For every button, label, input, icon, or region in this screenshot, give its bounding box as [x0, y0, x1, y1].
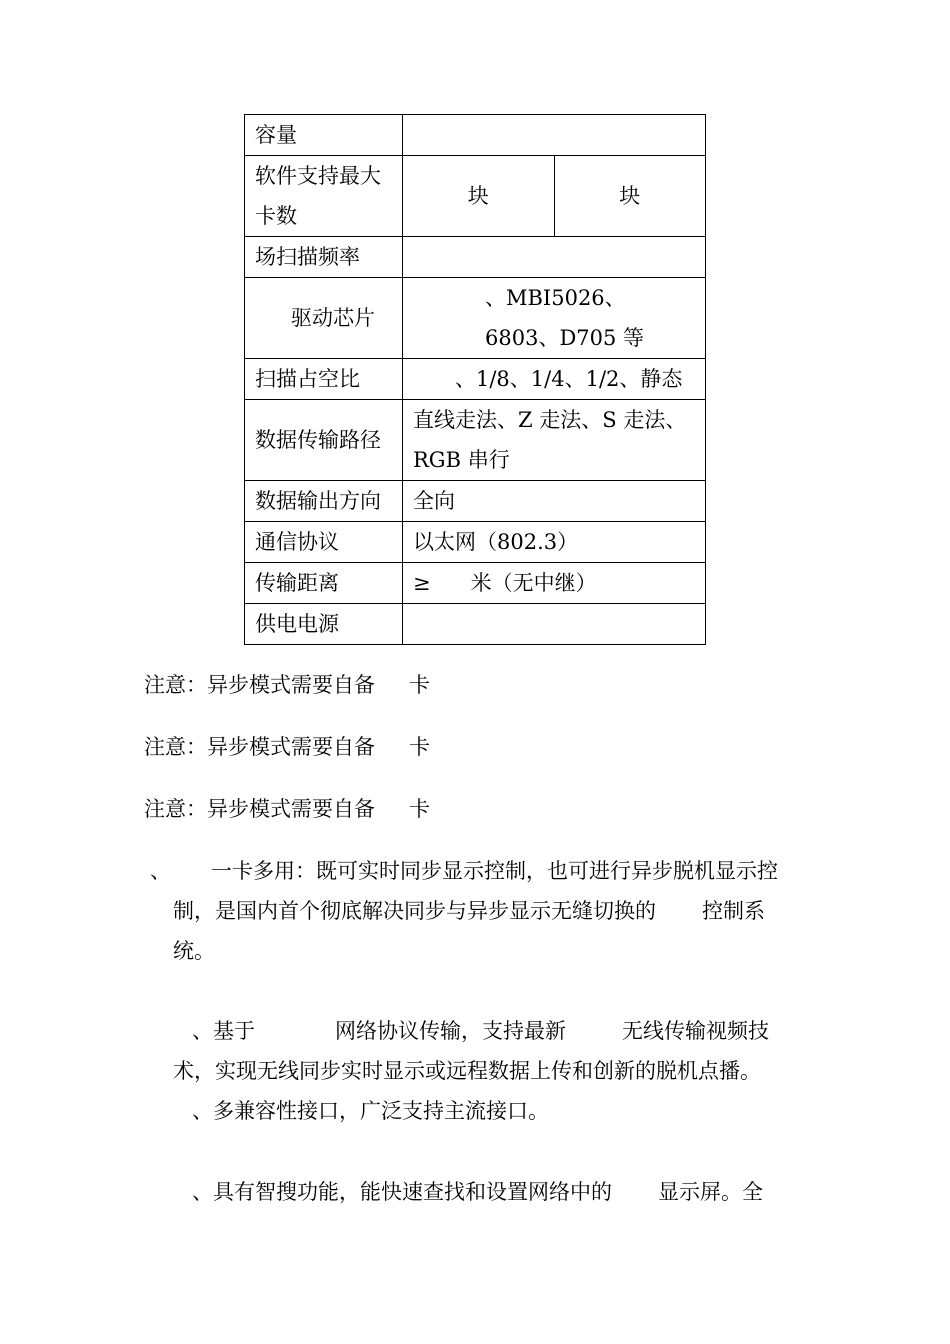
row-value	[403, 604, 706, 645]
paragraph-line	[140, 891, 820, 931]
row-value	[403, 237, 706, 278]
paragraph-text: 、基于	[192, 1019, 255, 1043]
note-text: 卡	[409, 735, 430, 759]
row-value-part: ≥	[413, 571, 431, 595]
row-key: 容量	[245, 115, 403, 156]
list-marker: 、	[150, 859, 171, 883]
row-value: 、1/8、1/4、1/2、静态	[403, 359, 706, 400]
row-value: 块	[403, 156, 555, 237]
row-key: 数据输出方向	[245, 481, 403, 522]
paragraph-line: 术，实现无线同步实时显示或远程数据上传和创新的脱机点播。	[173, 1059, 761, 1083]
feature-paragraph-1	[140, 851, 820, 971]
note-line	[144, 794, 430, 824]
table-row	[245, 156, 706, 237]
row-key: 传输距离	[245, 563, 403, 604]
paragraph-text: 网络协议传输，支持最新	[335, 1019, 566, 1043]
note-line	[144, 670, 430, 700]
paragraph-text: 、具有智搜功能，能快速查找和设置网络中的	[192, 1180, 612, 1204]
table-row	[245, 115, 706, 156]
table-row	[245, 400, 706, 481]
row-key: 数据传输路径	[245, 400, 403, 481]
table-row	[245, 604, 706, 645]
row-value: 块	[554, 156, 706, 237]
note-text: 注意：异步模式需要自备	[144, 673, 375, 697]
row-key: 软件支持最大卡数	[245, 156, 403, 237]
spec-table	[244, 114, 706, 645]
row-key: 驱动芯片	[245, 278, 403, 359]
table-row	[245, 481, 706, 522]
paragraph-text: 控制系	[702, 899, 765, 923]
note-text: 注意：异步模式需要自备	[144, 735, 375, 759]
row-value	[403, 278, 706, 359]
feature-paragraph-2	[140, 1011, 820, 1131]
row-key: 扫描占空比	[245, 359, 403, 400]
paragraph-line	[140, 1011, 820, 1051]
row-value	[403, 115, 706, 156]
paragraph-line: 、多兼容性接口，广泛支持主流接口。	[192, 1099, 549, 1123]
row-key: 通信协议	[245, 522, 403, 563]
paragraph-text: 显示屏。全	[658, 1180, 763, 1204]
table-row	[245, 563, 706, 604]
row-key: 场扫描频率	[245, 237, 403, 278]
row-value-text: 、MBI5026、6803、D705 等	[485, 286, 645, 350]
table-row	[245, 278, 706, 359]
row-value: 直线走法、Z 走法、S 走法、RGB 串行	[403, 400, 706, 481]
row-value-part: 米（无中继）	[470, 571, 597, 595]
paragraph-text: 制，是国内首个彻底解决同步与异步显示无缝切换的	[173, 899, 656, 923]
table-row	[245, 237, 706, 278]
note-text: 注意：异步模式需要自备	[144, 797, 375, 821]
row-value: 以太网（802.3）	[403, 522, 706, 563]
row-value	[403, 563, 706, 604]
paragraph-line	[140, 1172, 820, 1212]
note-line	[144, 732, 430, 762]
row-key: 供电电源	[245, 604, 403, 645]
note-text: 卡	[409, 673, 430, 697]
paragraph-text: 无线传输视频技	[622, 1019, 769, 1043]
note-text: 卡	[409, 797, 430, 821]
feature-paragraph-4	[140, 1172, 820, 1212]
paragraph-text: 一卡多用：既可实时同步显示控制，也可进行异步脱机显示控	[211, 859, 778, 883]
paragraph-line	[140, 851, 820, 891]
row-value: 全向	[403, 481, 706, 522]
table-row	[245, 522, 706, 563]
paragraph-line: 统。	[173, 939, 215, 963]
table-row	[245, 359, 706, 400]
